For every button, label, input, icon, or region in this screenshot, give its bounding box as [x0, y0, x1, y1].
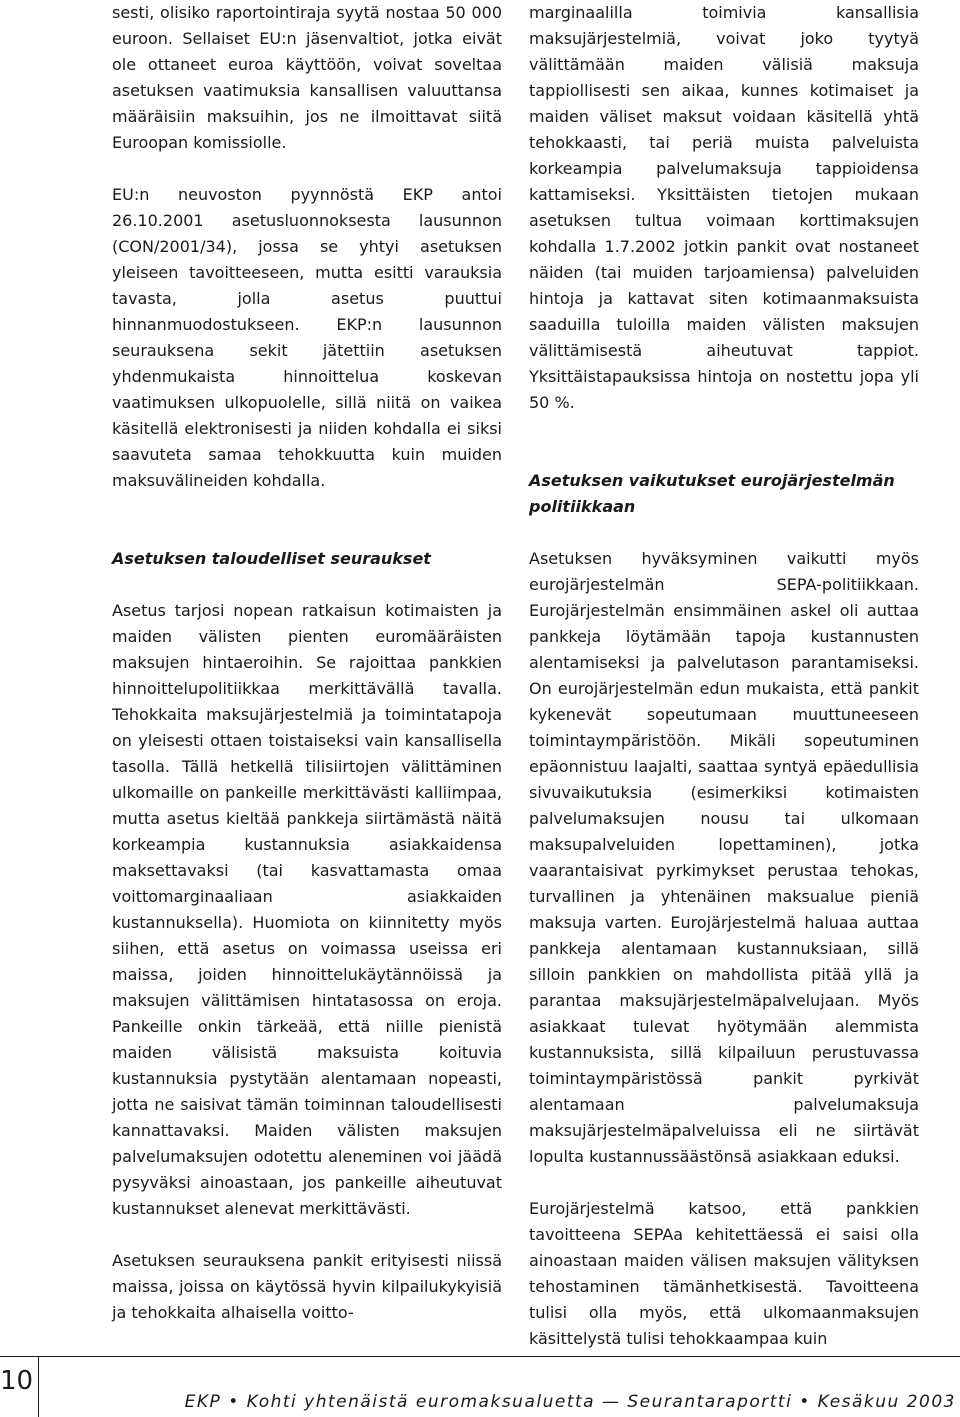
footer-divider	[0, 1356, 960, 1357]
right-column	[529, 0, 919, 1352]
left-paragraph-1: sesti, olisiko raportointiraja syytä nostaa 50 000 euroon. Sellaiset EU:n jäsenvaltiot, jotka eivät ole ottaneet euroa käyttöön, voivat soveltaa asetuksen vaatimuksia kansallisen valuuttansa määräisiin maksuihin, jos ne ilmoittavat siitä Euroopan komissiolle.	[112, 3, 502, 152]
section-heading-economic-effects: Asetuksen taloudelliset seuraukset	[112, 549, 431, 568]
section-heading-eurosystem-policy: Asetuksen vaikutukset eurojärjestelmän politiikkaan	[529, 471, 895, 516]
left-paragraph-4: Asetuksen seurauksena pankit erityisesti niissä maissa, joissa on käytössä hyvin kilpailukykyisiä ja tehokkaita alhaisella voitto-	[112, 1251, 502, 1322]
running-footer: EKP • Kohti yhtenäistä euromaksualuetta — Seurantaraportti • Kesäkuu 2003	[184, 1392, 956, 1412]
right-paragraph-1: marginaalilla toimivia kansallisia maksujärjestelmiä, voivat joko tyytyä välittämään maiden välisiä maksuja tappiollisesti sen aikaa, kunnes kotimaiset ja maiden väliset maksut voidaan käsitellä yhtä tehokkaasti, tai periä muista palveluista korkeampia palvelumaksuja tappioidensa kattamiseksi. Yksittäisten tietojen mukaan asetuksen tultua voimaan korttimaksujen kohdalla 1.7.2002 jotkin pankit ovat nostaneet näiden (tai muiden tarjoamiensa) palveluiden hintoja ja kattavat siten kotimaanmaksuista saaduilla tuloilla maiden välisten maksujen välittämisestä aiheutuvat tappiot. Yksittäistapauksissa hintoja on nostettu jopa yli 50 %.	[529, 3, 919, 412]
page-number: 10	[0, 1366, 34, 1396]
page-number-divider	[38, 1356, 39, 1417]
right-paragraph-2: Asetuksen hyväksyminen vaikutti myös eurojärjestelmän SEPA-politiikkaan. Eurojärjestelmän ensimmäinen askel oli auttaa pankkeja löytämään tapoja kustannusten alentamiseksi ja palvelutason parantamiseksi. On eurojärjestelmän edun mukaista, että pankit kykenevät sopeutumaan muuttuneeseen toimintaympäristöön. Mikäli sopeutuminen epäonnistuu laajalti, saattaa syntyä epäedullisia sivuvaikutuksia (esimerkiksi kotimaisten palvelumaksujen nousu tai ulkomaan maksupalveluiden lopettaminen), jotka vaarantaisivat pyrkimykset perustaa tehokas, turvallinen ja yhtenäinen maksualue pieniä maksuja varten. Eurojärjestelmä haluaa auttaa pankkeja alentamaan kustannuksiaan, sillä silloin pankkien on mahdollista pitää yllä ja parantaa maksujärjestelmäpalvelujaan. Myös asiakkaat tulevat hyötymään alemmista kustannuksista, sillä kilpailuun perustuvassa toimintaympäristössä pankit pyrkivät alentamaan palvelumaksuja maksujärjestelmäpalveluissa eli ne siirtävät lopulta kustannussäästönsä asiakkaan eduksi.	[529, 549, 919, 1166]
left-paragraph-3: Asetus tarjosi nopean ratkaisun kotimaisten ja maiden välisten pienten euromääräisten maksujen hintaeroihin. Se rajoittaa pankkien hinnoittelupolitiikkaa merkittävällä tavalla. Tehokkaita maksujärjestelmiä ja toimintatapoja on yleisesti ottaen toistaiseksi vain kansallisella tasolla. Tällä hetkellä tilisiirtojen välittäminen ulkomaille on pankeille merkittävästi kalliimpaa, mutta asetus kieltää pankkeja siirtämästä näitä korkeampia kustannuksia asiakkaidensa maksettavaksi (tai kasvattamasta omaa voittomarginaaliaan asiakkaiden kustannuksella). Huomiota on kiinnitetty myös siihen, että asetus on voimassa useissa eri maissa, joiden hinnoittelukäytännöissä ja maksujen välittämisen hintatasossa on eroja. Pankeille onkin tärkeää, että niille pienistä maiden välisistä maksuista koituvia kustannuksia pystytään alentamaan nopeasti, jotta ne saisivat tämän toiminnan taloudellisesti kannattavaksi. Maiden välisten maksujen palvelumaksujen odotettu aleneminen voi jäädä pysyväksi ainoastaan, jos pankeille aiheutuvat kustannukset alenevat merkittävästi.	[112, 601, 502, 1218]
left-column	[112, 0, 502, 1326]
left-paragraph-2: EU:n neuvoston pyynnöstä EKP antoi 26.10.2001 asetusluonnoksesta lausunnon (CON/2001/34), jossa se yhtyi asetuksen yleiseen tavoitteeseen, mutta esitti varauksia tavasta, jolla asetus puuttui hinnanmuodostukseen. EKP:n lausunnon seurauksena sekit jätettiin asetuksen yhdenmukaista hinnoittelua koskevan vaatimuksen ulkopuolelle, sillä niitä on vaikea käsitellä elektronisesti ja niiden kohdalla ei siksi saavuteta samaa tehokkuutta kuin muiden maksuvälineiden kohdalla.	[112, 185, 502, 490]
right-paragraph-3: Eurojärjestelmä katsoo, että pankkien tavoitteena SEPAa kehitettäessä ei saisi olla ainoastaan maiden välisen maksujen välityksen tehostaminen tämänhetkisestä. Tavoitteena tulisi olla myös, että ulkomaanmaksujen käsittelystä tulisi tehokkaampaa kuin	[529, 1199, 919, 1348]
